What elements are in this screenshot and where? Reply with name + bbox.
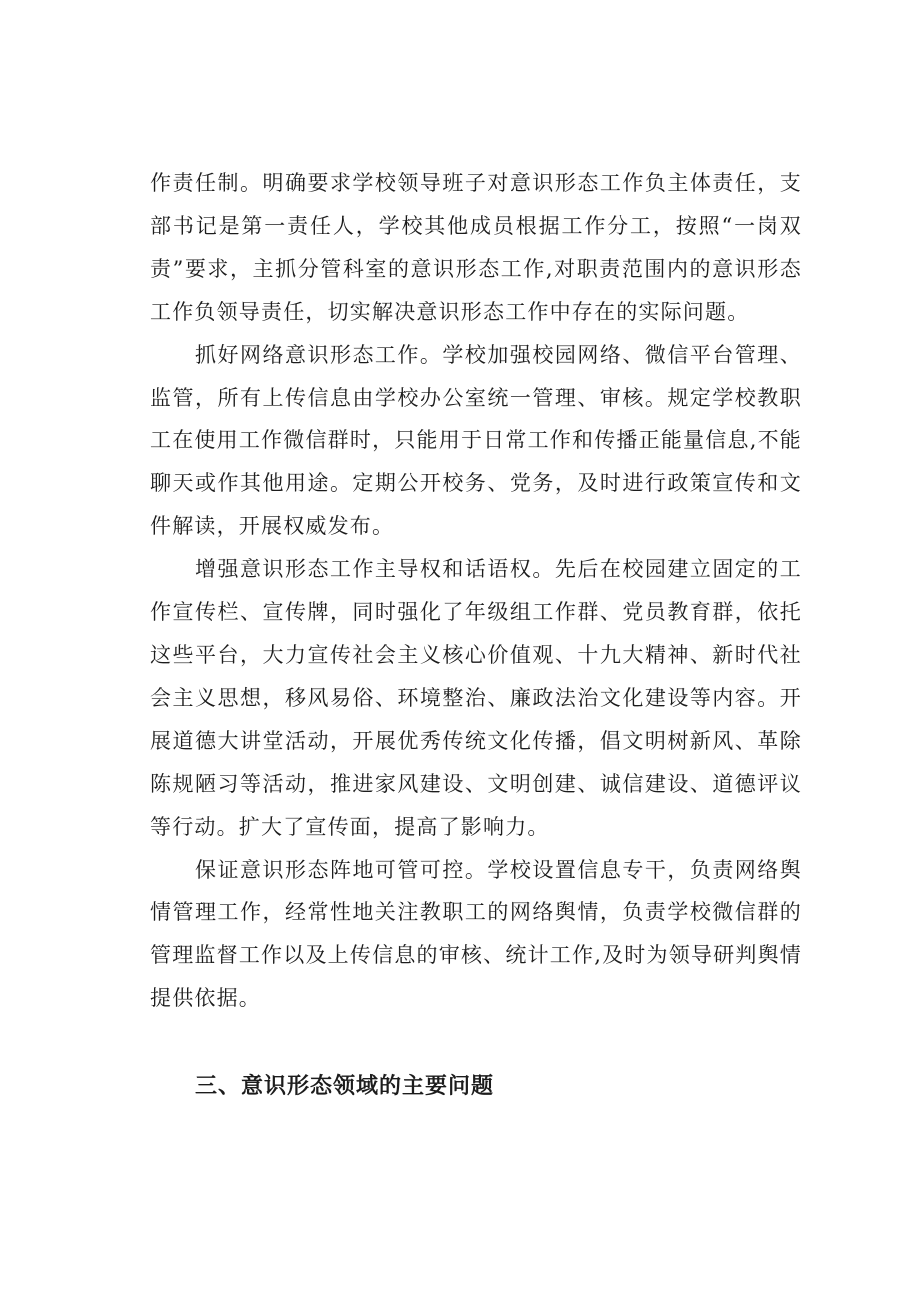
paragraph-discourse-power: 增强意识形态工作主导权和话语权。先后在校园建立固定的工作宣传栏、宣传牌，同时强化了年级组工作群、党员教育群，依托这些平台，大力宣传社会主义核心价值观、十九大精神、新时代社会主义思想，移风易俗、环境整治、廉政法治文化建设等内容。开展道德大讲堂活动，开展优秀传统文化传播，倡文明树新风、革除陈规陋习等活动，推进家风建设、文明创建、诚信建设、道德评议等行动。扩大了宣传面，提高了影响力。 [150, 557, 802, 839]
section-heading-main-problems: 三、意识形态领域的主要问题 [195, 1074, 495, 1099]
paragraph-responsibility-system: 作责任制。明确要求学校领导班子对意识形态工作负主体责任，支部书记是第一责任人，学校其他成员根据工作分工，按照“一岗双责”要求，主抓分管科室的意识形态工作,对职责范围内的意识形态工作负领导责任，切实解决意识形态工作中存在的实际问题。 [150, 171, 802, 324]
paragraph-network-ideology: 抓好网络意识形态工作。学校加强校园网络、微信平台管理、监管，所有上传信息由学校办公室统一管理、审核。规定学校教职工在使用工作微信群时，只能用于日常工作和传播正能量信息,不能聊天或作其他用途。定期公开校务、党务，及时进行政策宣传和文件解读，开展权威发布。 [150, 342, 802, 539]
paragraph-position-control: 保证意识形态阵地可管可控。学校设置信息专干，负责网络舆情管理工作，经常性地关注教职工的网络舆情，负责学校微信群的管理监督工作以及上传信息的审核、统计工作,及时为领导研判舆情提供依据。 [150, 857, 802, 1011]
document-body [150, 162, 802, 1020]
